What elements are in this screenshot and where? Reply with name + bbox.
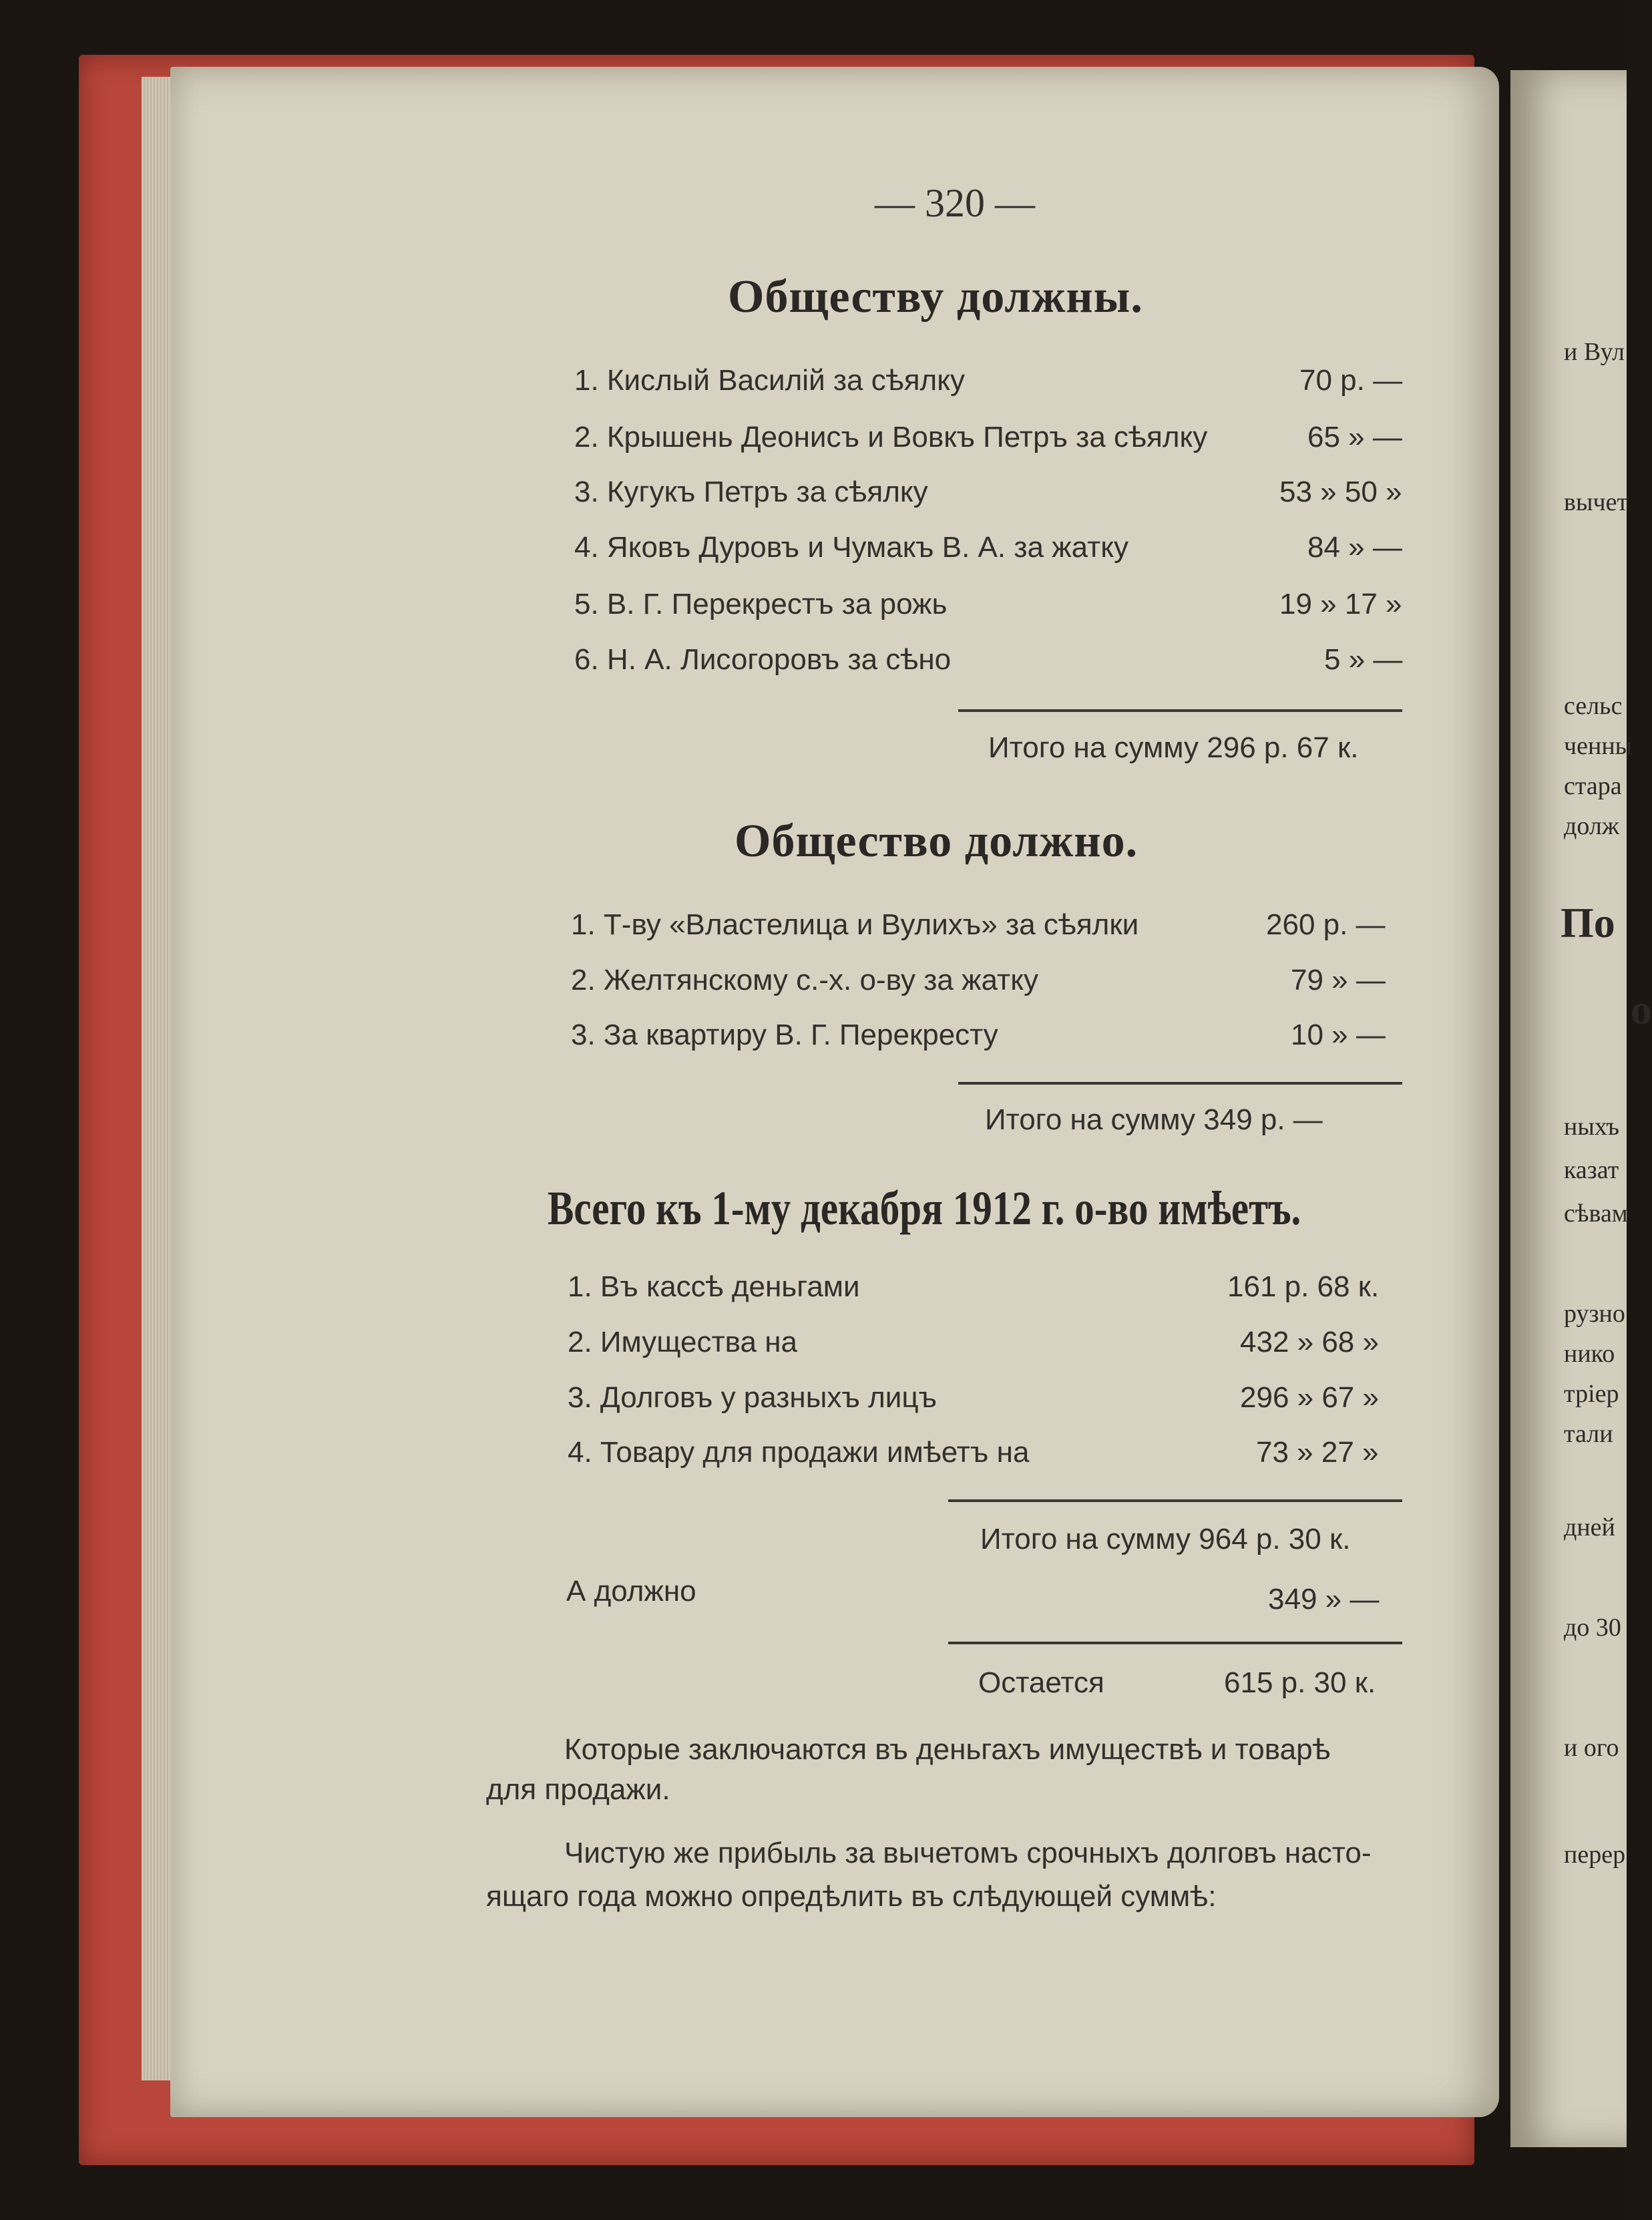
- creditor-row-text: 2. Желтянскому с.-х. о-ву за жатку: [571, 964, 1038, 996]
- right-page-word: до 30: [1564, 1614, 1621, 1642]
- paragraph-line: для продажи.: [486, 1773, 670, 1806]
- right-page-word: тали: [1564, 1420, 1613, 1448]
- section-total: Итого на сумму 349 р. —: [985, 1103, 1323, 1136]
- section-heading-owed-to-society: Обществу должны.: [728, 271, 1143, 323]
- right-page-word: трiер: [1564, 1380, 1619, 1408]
- right-page-word: долж: [1564, 812, 1620, 840]
- right-page-word: ченны: [1564, 732, 1633, 760]
- remains-amount: 615 р. 30 к.: [1224, 1666, 1376, 1699]
- total-rule: [948, 1642, 1402, 1644]
- right-page-word: сѣвам: [1564, 1199, 1628, 1228]
- debtor-row-text: 3. Кугукъ Петръ за сѣялку: [574, 476, 928, 508]
- right-page-word: сельс: [1564, 692, 1623, 720]
- asset-row-text: 1. Въ кассѣ деньгами: [568, 1270, 860, 1303]
- right-page-word: рузно: [1564, 1300, 1625, 1328]
- remains-label: Остается: [978, 1666, 1104, 1699]
- debtor-row-amount: 70 р. —: [1299, 364, 1403, 397]
- debtor-row-text: 5. В. Г. Перекрестъ за рожь: [574, 588, 948, 620]
- asset-row-text: 3. Долговъ у разныхъ лицъ: [568, 1381, 938, 1414]
- right-page-word: вычет: [1564, 488, 1629, 516]
- section-total: Итого на сумму 296 р. 67 к.: [988, 731, 1359, 764]
- asset-row-amount: 161 р. 68 к.: [1227, 1270, 1380, 1303]
- debtor-row-text: 2. Крышень Деонисъ и Вовкъ Петръ за сѣялку: [574, 421, 1208, 453]
- right-page-heading: По: [1561, 899, 1615, 946]
- paragraph-line: Чистую же прибыль за вычетомъ срочныхъ долговъ насто-: [564, 1837, 1372, 1869]
- creditor-row-text: 1. Т-ву «Властелица и Вулихъ» за сѣялки: [571, 908, 1139, 941]
- asset-row-amount: 296 » 67 »: [1240, 1381, 1379, 1414]
- right-page-heading: о: [1631, 986, 1652, 1033]
- debtor-row-amount: 5 » —: [1324, 643, 1403, 676]
- debtor-row-amount: 65 » —: [1307, 421, 1402, 453]
- paragraph-line: Которые заключаются въ деньгахъ имуществѣ и товарѣ: [564, 1733, 1331, 1766]
- right-page-word: дней: [1564, 1513, 1615, 1541]
- total-rule: [948, 1499, 1402, 1502]
- asset-row-amount: 432 » 68 »: [1240, 1326, 1379, 1358]
- section-heading-assets-dec-1912: Всего къ 1-му декабря 1912 г. о-во имѣетъ.: [548, 1181, 1301, 1235]
- page-number: — 320 —: [875, 181, 1035, 225]
- right-page: [1510, 70, 1652, 2147]
- owes-label: А должно: [566, 1575, 696, 1608]
- debtor-row-text: 4. Яковъ Дуровъ и Чумакъ В. А. за жатку: [574, 531, 1129, 564]
- owes-amount: 349 » —: [1268, 1583, 1380, 1616]
- total-rule: [958, 709, 1402, 712]
- debtor-row-text: 6. Н. А. Лисогоровъ за сѣно: [574, 643, 952, 676]
- section-heading-society-owes: Общество должно.: [735, 815, 1139, 867]
- right-page-word: нико: [1564, 1340, 1615, 1368]
- creditor-row-amount: 10 » —: [1291, 1019, 1386, 1051]
- right-page-word: перер: [1564, 1841, 1626, 1869]
- right-page-word: ныхъ: [1564, 1113, 1620, 1141]
- debtor-row-amount: 19 » 17 »: [1279, 588, 1402, 620]
- asset-row-text: 4. Товару для продажи имѣетъ на: [568, 1436, 1030, 1469]
- right-page-word: казат: [1564, 1156, 1619, 1184]
- debtor-row-amount: 84 » —: [1307, 531, 1402, 564]
- right-page-word: и ого: [1564, 1734, 1619, 1762]
- creditor-row-amount: 79 » —: [1291, 964, 1386, 996]
- creditor-row-text: 3. За квартиру В. Г. Перекресту: [571, 1019, 998, 1051]
- debtor-row-amount: 53 » 50 »: [1279, 476, 1402, 508]
- paragraph-line: ящаго года можно опредѣлить въ слѣдующей суммѣ:: [486, 1880, 1217, 1913]
- creditor-row-amount: 260 р. —: [1266, 908, 1386, 941]
- right-page-word: стара: [1564, 772, 1622, 800]
- asset-row-text: 2. Имущества на: [568, 1326, 797, 1358]
- debtor-row-text: 1. Кислый Василiй за сѣялку: [574, 364, 965, 397]
- right-page-word: и Вул: [1564, 338, 1625, 366]
- total-rule: [958, 1082, 1402, 1085]
- section-total: Итого на сумму 964 р. 30 к.: [980, 1523, 1351, 1555]
- asset-row-amount: 73 » 27 »: [1256, 1436, 1379, 1469]
